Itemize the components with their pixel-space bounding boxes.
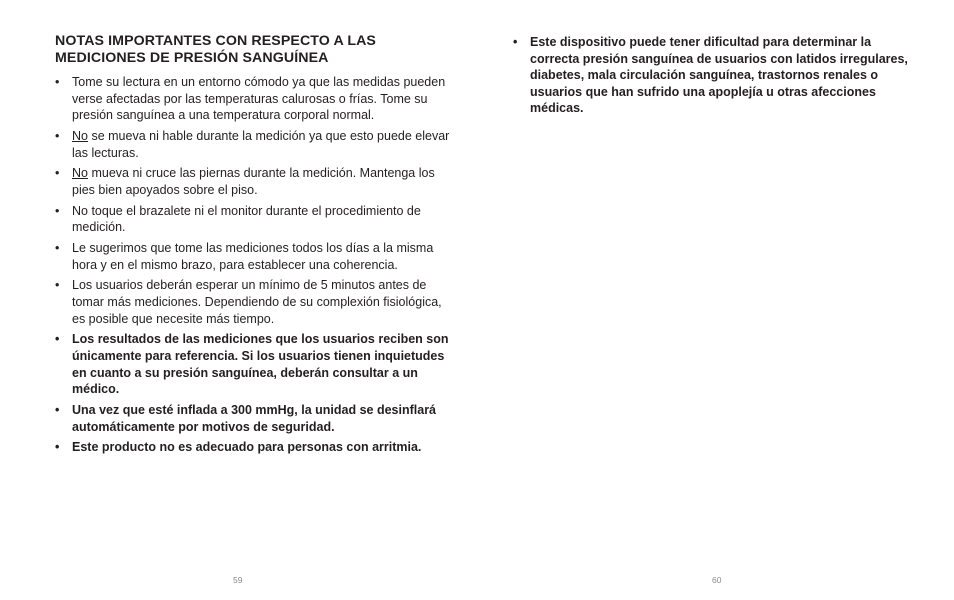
underlined-word: No [72,166,88,181]
right-page [477,0,954,600]
bullet-icon: • [55,332,60,347]
note-text: se mueva ni hable durante la medición ya que esto puede elevar las lecturas. [72,128,450,160]
note-text: Los resultados de las mediciones que los usuarios reciben son únicamente para referencia. Si los usuarios tienen inquietudes en cuanto a su presión sanguínea, deberán consultar a un médico. [72,332,449,397]
note-text: Este producto no es adecuado para personas con arritmia. [72,440,422,455]
page-number: 59 [233,575,243,585]
underlined-word: No [72,128,88,143]
bullet-icon: • [55,241,60,256]
bullet-icon: • [55,403,60,417]
bullet-icon: • [55,128,60,143]
note-item-3 [55,165,455,198]
note-text: Este dispositivo puede tener dificultad para determinar la correcta presión sanguínea de usuarios con latidos irregulares, diabetes, mala circulación sanguínea, trastornos renales o usuarios que han sufrido una apoplejía u otras afecciones médicas. [530,35,908,116]
note-item-7 [55,331,455,397]
note-text: Los usuarios deberán esperar un mínimo de 5 minutos antes de tomar más mediciones. Dependiendo de su complexión fisiológica, es posible que necesite más tiempo. [72,278,442,326]
note-item-1 [55,74,455,124]
bullet-icon: • [55,440,60,455]
note-item-9 [55,439,455,456]
notes-list-continued [513,34,913,121]
note-text: Tome su lectura en un entorno cómodo ya que las medidas pueden verse afectadas por las temperaturas calurosas o frías. Tome su presión sanguínea a una temperatura corporal normal. [72,75,446,123]
bullet-icon: • [55,166,60,181]
bullet-icon: • [513,35,518,49]
note-item-8 [55,402,455,435]
bullet-icon: • [55,203,60,218]
notes-list [55,74,455,460]
note-text: Le sugerimos que tome las mediciones todos los días a la misma hora y en el mismo brazo, para establecer una coherencia. [72,241,434,272]
page-number: 60 [712,575,722,585]
note-text: mueva ni cruce las piernas durante la medición. Mantenga los pies bien apoyados sobre el piso. [72,166,435,197]
note-item-2 [55,128,455,161]
heading-line-2: MEDICIONES DE PRESIÓN SANGUÍNEA [55,50,329,66]
heading-line-1: NOTAS IMPORTANTES CON RESPECTO A LAS [55,33,376,49]
note-item-6 [55,277,455,327]
note-item-5 [55,240,455,273]
bullet-icon: • [55,278,60,293]
note-text: Una vez que esté inflada a 300 mmHg, la unidad se desinflará automáticamente por motivos de seguridad. [72,403,437,434]
bullet-icon: • [55,75,60,89]
note-item-4 [55,203,455,236]
note-text: No toque el brazalete ni el monitor durante el procedimiento de medición. [72,203,421,235]
section-heading [55,33,455,67]
note-item-10 [513,34,913,117]
